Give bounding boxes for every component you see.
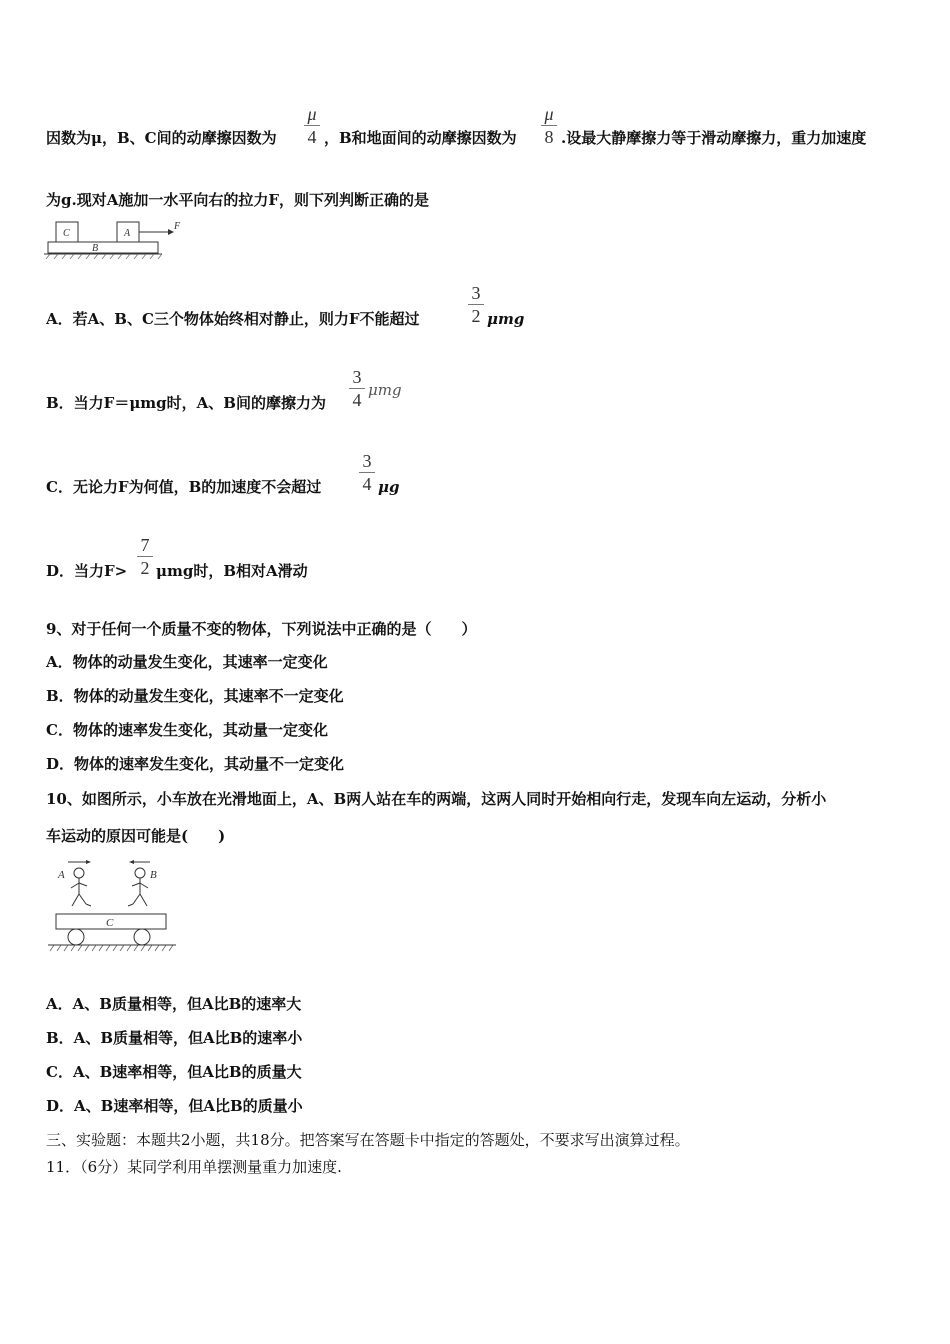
q8-block-diagram bbox=[44, 216, 194, 262]
block-a-label: A bbox=[124, 228, 131, 239]
arrow-a-head bbox=[86, 860, 91, 864]
person-b-icon bbox=[128, 868, 148, 906]
frac-numerator: 7 bbox=[140, 535, 150, 555]
frac-numerator: 3 bbox=[471, 283, 481, 303]
q8-option-c: C．无论力F为何值，B的加速度不会超过 bbox=[46, 478, 322, 496]
cart-label: C bbox=[106, 917, 114, 929]
board-b bbox=[48, 242, 158, 253]
arrow-b-head bbox=[129, 860, 134, 864]
frac-denominator: 4 bbox=[362, 474, 372, 494]
ground-hatching bbox=[46, 254, 162, 259]
section-3-heading: 三、实验题：本题共2小题，共18分。把答案写在答题卡中指定的答题处，不要求写出演算过程。 bbox=[46, 1131, 690, 1149]
frac-denominator: 2 bbox=[471, 306, 481, 326]
q8-line1-part3: .设最大静摩擦力等于滑动摩擦力，重力加速度 bbox=[561, 129, 867, 147]
q10-cart-diagram bbox=[46, 856, 181, 954]
q8-option-a-unit: μmg bbox=[487, 310, 525, 328]
q10-option-c: C．A、B速率相等，但A比B的质量大 bbox=[46, 1063, 302, 1081]
q9-option-d: D．物体的速率发生变化，其动量不一定变化 bbox=[46, 755, 345, 773]
q8-fraction-mu-over-8 bbox=[541, 104, 557, 147]
frac-numerator: μ bbox=[307, 104, 317, 124]
person-a-label: A bbox=[58, 869, 65, 881]
q8-line1-part1: 因数为μ，B、C间的动摩擦因数为 bbox=[46, 129, 277, 147]
frac-numerator: 3 bbox=[362, 451, 372, 471]
q10-option-b: B．A、B质量相等，但A比B的速率小 bbox=[46, 1029, 303, 1047]
cart-wheel-right bbox=[134, 929, 150, 945]
board-b-label: B bbox=[92, 243, 99, 254]
q10-stem-line1: 10、如图所示，小车放在光滑地面上，A、B两人站在车的两端，这两人同时开始相向行走，发现车向左运动，分析小 bbox=[46, 790, 827, 808]
q8-fraction-mu-over-4 bbox=[304, 104, 320, 147]
q10-stem-line2: 车运动的原因可能是( ) bbox=[46, 827, 226, 845]
q8-option-b-unit: μmg bbox=[368, 381, 402, 399]
cart-wheel-left bbox=[68, 929, 84, 945]
q8-line1-part2: ，B和地面间的动摩擦因数为 bbox=[324, 129, 517, 147]
q8-option-d-fraction bbox=[137, 535, 153, 578]
q8-option-a-fraction bbox=[468, 283, 484, 326]
frac-denominator: 4 bbox=[352, 390, 362, 410]
q10-option-a: A．A、B质量相等，但A比B的速率大 bbox=[46, 995, 302, 1013]
ground-hatching bbox=[50, 945, 173, 951]
q8-option-b-fraction bbox=[349, 367, 365, 410]
q8-option-c-fraction bbox=[359, 451, 375, 494]
q8-option-a: A．若A、B、C三个物体始终相对静止，则力F不能超过 bbox=[46, 310, 420, 328]
frac-denominator: 8 bbox=[544, 127, 554, 147]
force-label: F bbox=[174, 221, 181, 232]
q9-option-b: B．物体的动量发生变化，其速率不一定变化 bbox=[46, 687, 344, 705]
q8-option-b: B．当力F＝μmg时，A、B间的摩擦力为 bbox=[46, 394, 326, 412]
frac-denominator: 4 bbox=[307, 127, 317, 147]
q9-stem: 9、对于任何一个质量不变的物体，下列说法中正确的是（ ） bbox=[46, 620, 477, 638]
person-a-icon bbox=[71, 868, 91, 906]
q9-option-c: C．物体的速率发生变化，其动量一定变化 bbox=[46, 721, 328, 739]
frac-numerator: μ bbox=[544, 104, 554, 124]
block-c-label: C bbox=[63, 228, 70, 239]
frac-denominator: 2 bbox=[140, 558, 150, 578]
frac-numerator: 3 bbox=[352, 367, 362, 387]
q8-option-d: D．当力F> bbox=[46, 562, 128, 580]
person-b-label: B bbox=[150, 869, 157, 881]
q11-stem: 11．（6分）某同学利用单摆测量重力加速度. bbox=[46, 1158, 342, 1176]
q8-option-d-tail: μmg时，B相对A滑动 bbox=[156, 562, 308, 580]
q8-line2: 为g.现对A施加一水平向右的拉力F，则下列判断正确的是 bbox=[46, 191, 430, 209]
q8-option-c-unit: μg bbox=[378, 478, 400, 496]
q9-option-a: A．物体的动量发生变化，其速率一定变化 bbox=[46, 653, 328, 671]
q10-option-d: D．A、B速率相等，但A比B的质量小 bbox=[46, 1097, 303, 1115]
